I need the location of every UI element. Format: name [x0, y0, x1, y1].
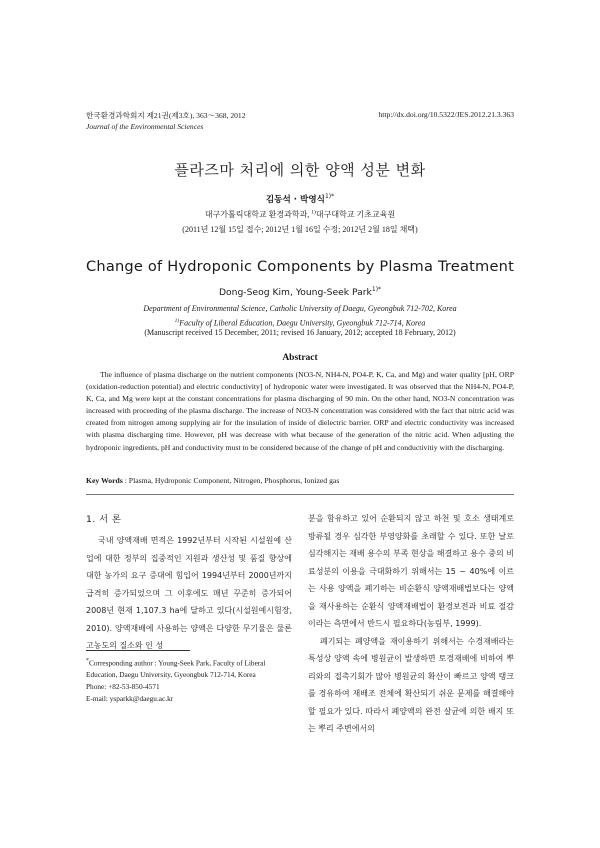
- affiliation-english: [0, 303, 600, 330]
- paragraph: 폐기되는 폐양액을 재이용하기 위해서는 수경재배라는 특성상 양액 속에 병원균이 발생하면 토경재배에 비하여 뿌리와의 접촉기회가 많아 병원균의 확산이 빠르고 양액 탱크를 경유하여 재배조 전체에 확산되기 쉬운 문제를 해결해야할 필요가 있다. 따라서 폐양액의 완전 살균에 의한 배지 또는 뿌리 주변에서의: [308, 636, 514, 733]
- affiliation-ko-sup: 1): [311, 209, 316, 216]
- keywords-label: Key Words: [86, 476, 123, 485]
- authors-english: [0, 286, 600, 298]
- corr-sup: *: [86, 658, 89, 664]
- authors-ko-text: 김동석 · 박영식: [265, 195, 325, 205]
- abstract-heading: Abstract: [282, 353, 318, 363]
- journal-title-en: Journal of the Environmental Sciences: [86, 122, 204, 131]
- corresponding-author: [86, 656, 292, 681]
- doi-link[interactable]: http://dx.doi.org/10.5322/JES.2012.21.3.363: [378, 110, 514, 119]
- received-dates-korean: (2011년 12월 15일 접수; 2012년 1월 16일 수정; 2012년 2월 18일 채택): [182, 225, 418, 234]
- footnote: [86, 656, 292, 705]
- affiliation-korean: [0, 209, 600, 220]
- phone: Phone: +82-53-850-4571: [86, 682, 160, 692]
- section-divider: [86, 494, 514, 495]
- email-link[interactable]: E-mail: ysparkk@daegu.ac.kr: [86, 693, 174, 703]
- section-heading-introduction: 1. 서 론: [86, 514, 122, 525]
- affiliation-ko-1: 대구가톨릭대학교 환경과학과,: [204, 210, 312, 219]
- paragraph: 분을 함유하고 있어 순환되지 않고 하천 및 호소 생태계로 방류될 경우 심각한 부영양화를 초래할 수 있다. 또한 날로 심각해지는 재배 용수의 부족 현상을 해결하고 용수 중의 비료성분의 이용을 극대화하기 위해서는 15 ~ 40%에 이르는 사용 양액을 폐기하는 비순환식 양액재배법보다는 양액을 재사용하는 순환식 양액재배법이 환경보전과 비료 절감이라는 측면에서 반드시 필요하다(농림부, 1999).: [308, 514, 514, 628]
- title-korean: 플라즈마 처리에 의한 양액 성분 변화: [174, 161, 426, 179]
- authors-en-sup: 1)*: [371, 286, 382, 293]
- keywords: [86, 476, 339, 485]
- journal-header: [86, 110, 246, 132]
- paragraph: 국내 양액재배 면적은 1992년부터 시작된 시설원예 산업에 대한 정부의 집중적인 지원과 생산성 및 품질 향상에 대한 농가의 요구 증대에 힘입어 1994년부터 2000년까지 급격히 증가되었으며 그 이후에도 매년 꾸준히 증가되어 2008년 현재 1,107.3 ha에 달하고 있다(시설원예시험장, 2010). 양액재배에 사용하는 양액은 다양한 무기물은 물론 고농도의 질소와 인 성: [86, 536, 292, 650]
- keywords-text: : Plasma, Hydroponic Component, Nitrogen, Phosphorus, Ionized gas: [122, 476, 340, 485]
- body-column-right: [308, 510, 514, 738]
- citation-ko: 한국환경과학회지 제21권(제3호), 363～368, 2012: [86, 111, 246, 120]
- footnote-divider: [86, 650, 190, 651]
- corr-text: Corresponding author : Young-Seek Park, Faculty of Liberal Education, Daegu University, Gyeongbuk 712-714, Korea: [86, 658, 266, 680]
- body-column-left: [86, 532, 292, 655]
- affiliation-en-2-sup: 1): [174, 318, 180, 324]
- title-english: Change of Hydroponic Components by Plasma Treatment: [85, 258, 515, 275]
- abstract-text: The influence of plasma discharge on the nutrient components (NO3-N, NH4-N, PO4-P, K, Ca, and Mg) and water quality [pH, ORP (oxidation-reduction potential) and electric conductivity] of hydroponic water were investigated. It was observed that the NH4-N, PO4-P, K, Ca, and Mg were kept at the constant concentrations for plasma discharging of 90 min. On the other hand, NO3-N concentration was increased with proceeding of the plasma discharge. The increase of NO3-N concentration was considered with the fact that nitric acid was created from nitrogen among supplying air for the insulation of inside of dielectric barrier. ORP and electric conductivity was increased with plasma discharging time. However, pH was decrease with what because of the generation of the nitric acid. When adjusting the hydroponic ingredients, pH and conductivity must to be considered because of the change of pH and conductivitiy with the discharging.: [86, 370, 514, 452]
- authors-korean: [0, 193, 600, 205]
- affiliation-ko-2: 대구대학교 기초교육원: [315, 210, 396, 219]
- authors-en-text: Dong-Seog Kim, Young-Seek Park: [218, 287, 372, 299]
- affiliation-en-2: Faculty of Liberal Education, Daegu University, Gyeongbuk 712-714, Korea: [179, 318, 426, 328]
- received-dates-english: (Manuscript received 15 December, 2011; revised 16 January, 2012; accepted 18 February, 2012): [144, 328, 456, 337]
- affiliation-en-1: Department of Environmental Science, Catholic University of Daegu, Gyeongbuk 712-702, Korea: [143, 304, 457, 313]
- authors-ko-sup: 1)*: [324, 193, 335, 201]
